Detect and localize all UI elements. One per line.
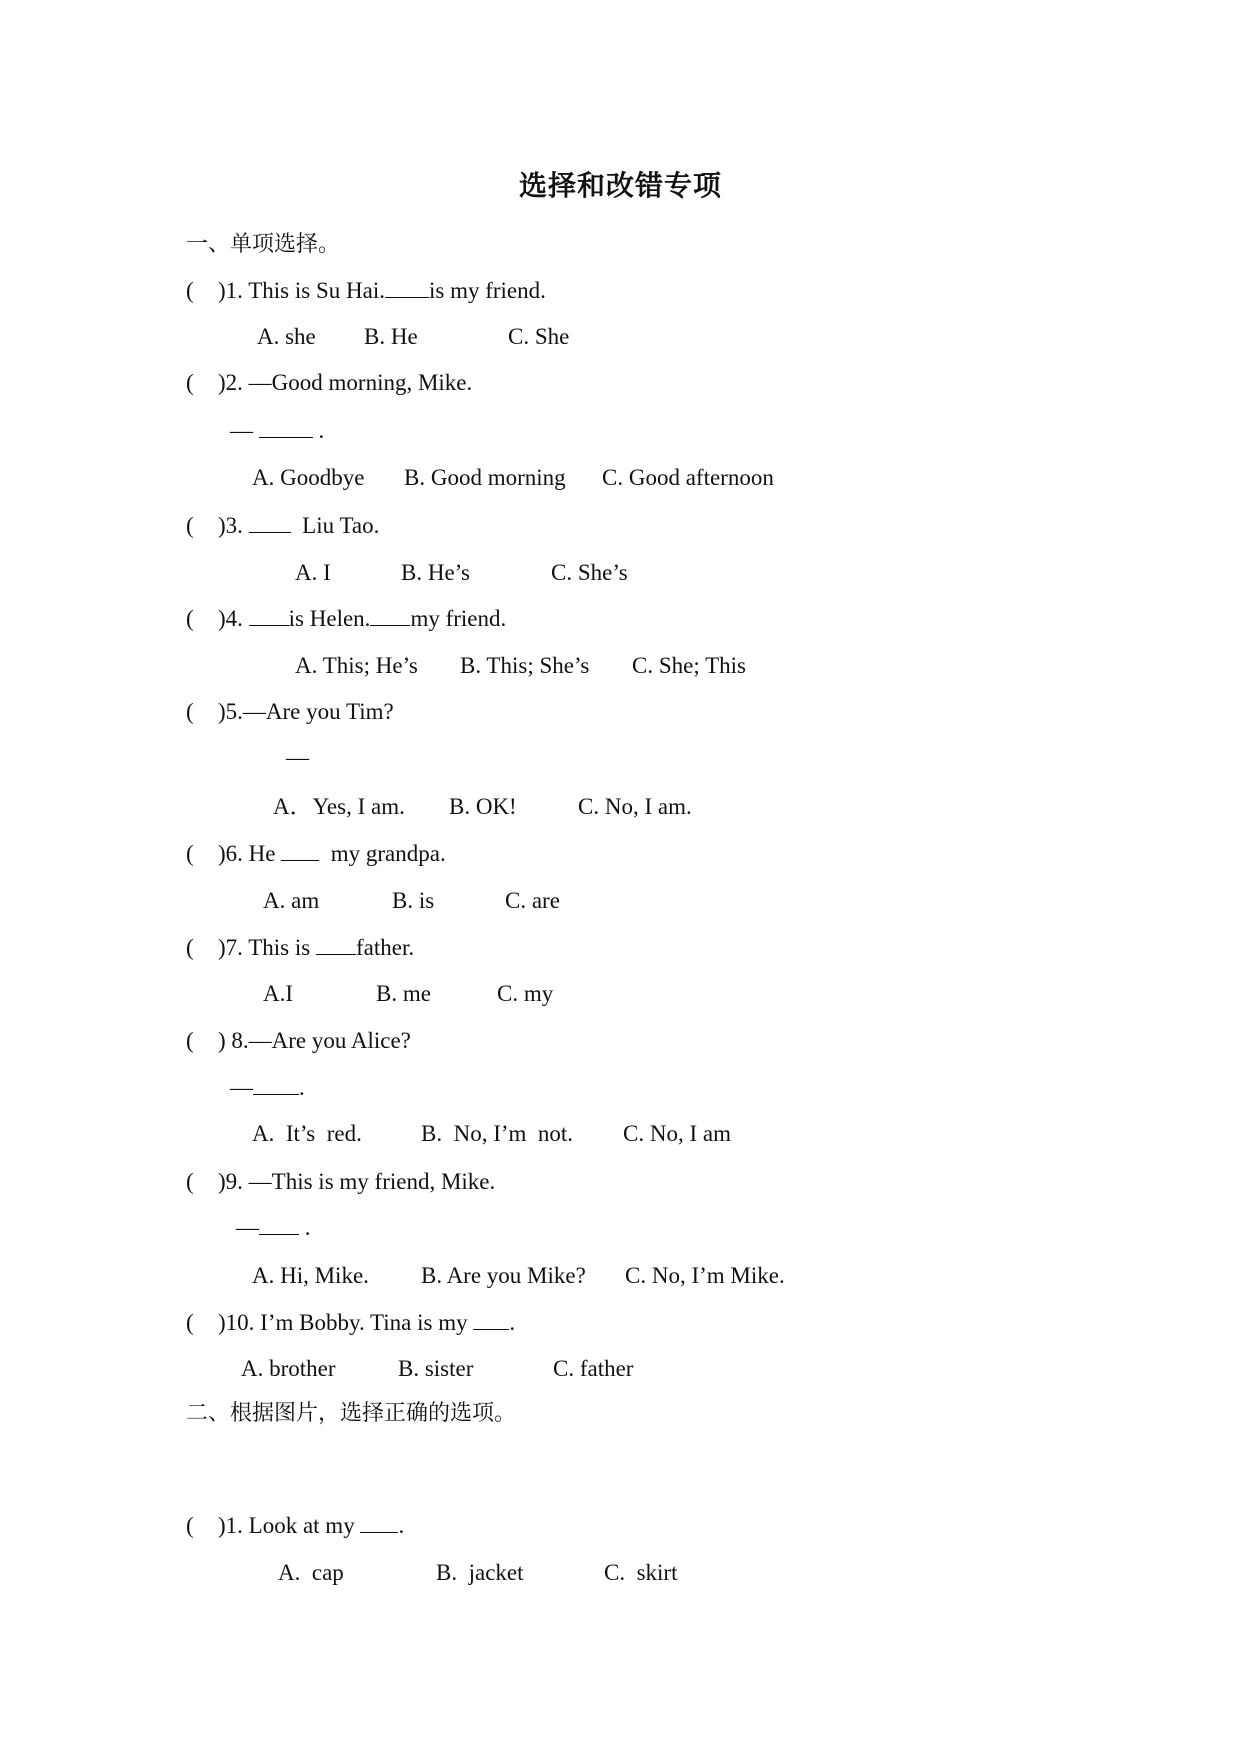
option-c: C. father	[553, 1356, 634, 1381]
option-b: B. He	[364, 324, 418, 349]
page-title: 选择和改错专项	[518, 169, 722, 202]
option-c: C. are	[505, 888, 560, 913]
option-b: B. No, I’m not.	[421, 1121, 574, 1146]
answer-paren: (	[186, 1028, 194, 1053]
question-10: )10. I’m Bobby. Tina is my .	[218, 1310, 516, 1335]
option-c: C. my	[497, 981, 554, 1006]
option-b: B. sister	[398, 1356, 474, 1381]
option-a: A. This; He’s	[295, 653, 418, 678]
question-8: ) 8.—Are you Alice?	[218, 1028, 411, 1053]
section-1-heading: 一、单项选择。	[186, 232, 341, 257]
option-b: B. jacket	[436, 1560, 524, 1585]
option-a: A. Goodbye	[252, 465, 365, 490]
answer-paren: (	[186, 1513, 194, 1538]
question-5: )5.—Are you Tim?	[218, 699, 394, 724]
reply-line: — .	[236, 1215, 311, 1240]
option-c: C. She; This	[632, 653, 746, 678]
option-c: C. She’s	[551, 560, 628, 585]
reply-line: — .	[230, 1075, 305, 1100]
option-b: B. Good morning	[404, 465, 566, 490]
answer-paren: (	[186, 699, 194, 724]
option-a: A. I	[295, 560, 331, 585]
question-2: )2. —Good morning, Mike.	[218, 370, 473, 395]
option-b: B. OK!	[449, 794, 517, 819]
option-a: A. she	[257, 324, 316, 349]
reply-line: —	[286, 745, 309, 770]
question-4: )4. is Helen. my friend.	[218, 606, 507, 631]
section-2-heading: 二、根据图片，选择正确的选项。	[186, 1401, 517, 1426]
option-a: A. cap	[278, 1560, 344, 1585]
option-a: A．Yes, I am.	[273, 794, 405, 819]
question-7: )7. This is father.	[218, 935, 415, 960]
option-c: C. Good afternoon	[602, 465, 774, 490]
question-6: )6. He my grandpa.	[218, 841, 446, 866]
option-a: A. am	[263, 888, 320, 913]
option-c: C. skirt	[604, 1560, 678, 1585]
option-c: C. No, I’m Mike.	[625, 1263, 785, 1288]
option-b: B. me	[376, 981, 431, 1006]
answer-paren: (	[186, 1169, 194, 1194]
answer-paren: (	[186, 370, 194, 395]
answer-paren: (	[186, 278, 194, 303]
answer-paren: (	[186, 513, 194, 538]
option-c: C. She	[508, 324, 570, 349]
question-1: )1. This is Su Hai. is my friend.	[218, 278, 546, 303]
answer-paren: (	[186, 1310, 194, 1335]
option-a: A. It’s red.	[252, 1121, 362, 1146]
option-a: A.I	[263, 981, 294, 1006]
reply-line: — .	[230, 418, 325, 443]
option-b: B. He’s	[401, 560, 470, 585]
question-9: )9. —This is my friend, Mike.	[218, 1169, 496, 1194]
answer-paren: (	[186, 935, 194, 960]
picture-question-1: )1. Look at my .	[218, 1513, 405, 1538]
option-b: B. Are you Mike?	[421, 1263, 586, 1288]
option-a: A. brother	[241, 1356, 336, 1381]
option-b: B. is	[392, 888, 435, 913]
option-c: C. No, I am.	[578, 794, 692, 819]
answer-paren: (	[186, 841, 194, 866]
option-b: B. This; She’s	[460, 653, 590, 678]
option-a: A. Hi, Mike.	[252, 1263, 369, 1288]
question-3: )3. Liu Tao.	[218, 513, 380, 538]
answer-paren: (	[186, 606, 194, 631]
option-c: C. No, I am	[623, 1121, 731, 1146]
